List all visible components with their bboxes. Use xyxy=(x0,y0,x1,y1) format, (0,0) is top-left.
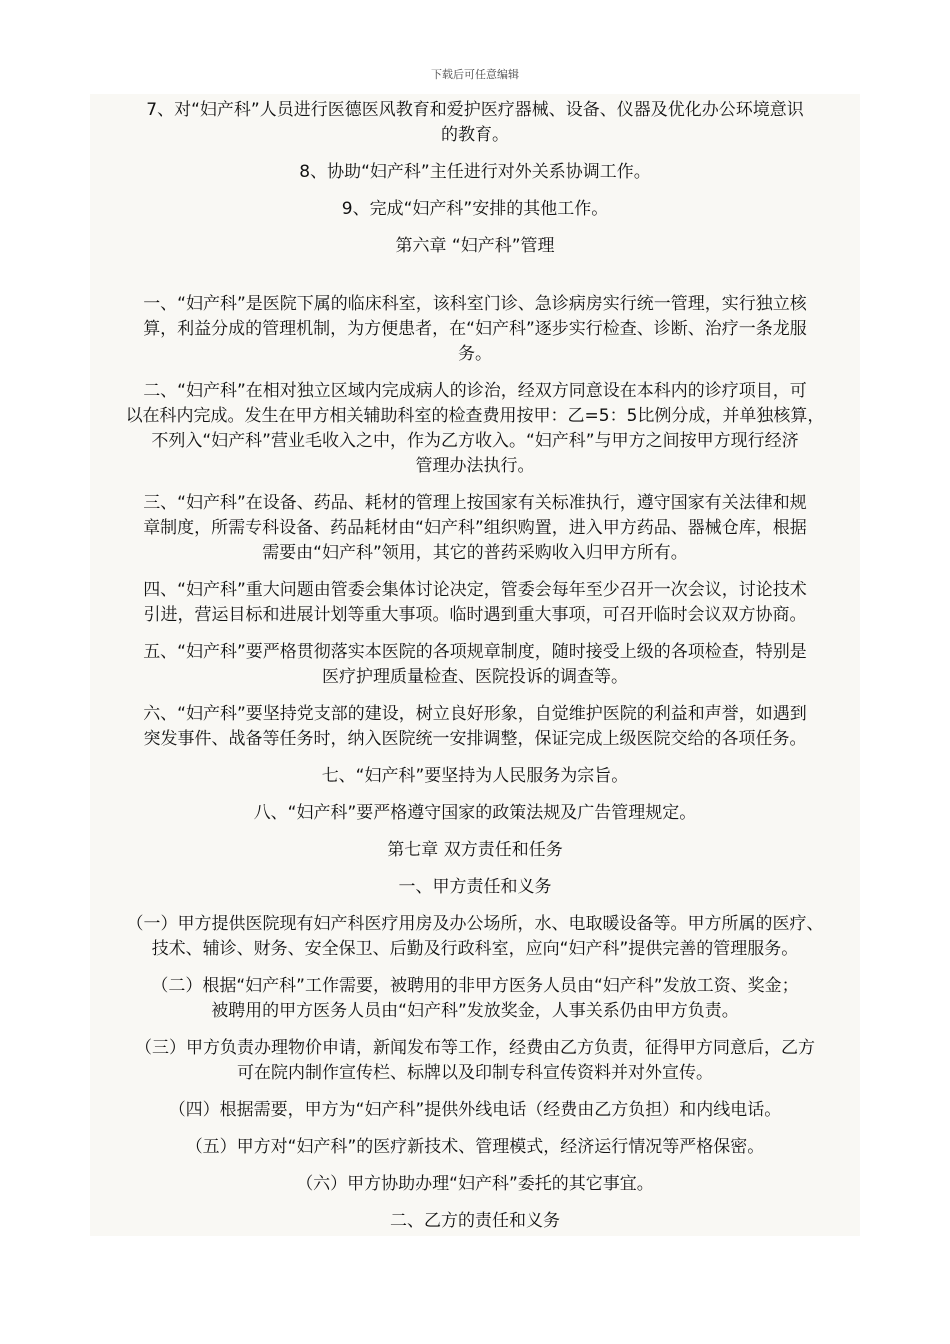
party-a-item-3: （三）甲方负责办理物价申请，新闻发布等工作，经费由乙方负责，征得甲方同意后，乙方 可在院内制作宣传栏、标牌以及印制专科宣传资料并对外宣传。 xyxy=(135,1038,815,1083)
party-a-item-1: （一）甲方提供医院现有妇产科医疗用房及办公场所，水、电取暖设备等。甲方所属的医疗、 技术、辅诊、财务、安全保卫、后勤及行政科室，应向“妇产科”提供完善的管理服务。 xyxy=(126,914,824,959)
paragraph-item-8: 8、协助“妇产科”主任进行对外关系协调工作。 xyxy=(299,162,651,182)
party-a-item-6: （六）甲方协助办理“妇产科”委托的其它事宜。 xyxy=(296,1174,654,1194)
document-body xyxy=(90,94,860,1236)
section-5: 五、“妇产科”要严格贯彻落实本医院的各项规章制度，随时接受上级的各项检查，特别是 医疗护理质量检查、医院投诉的调查等。 xyxy=(143,642,807,687)
party-a-item-5: （五）甲方对“妇产科”的医疗新技术、管理模式，经济运行情况等严格保密。 xyxy=(185,1137,765,1157)
party-b-heading: 二、乙方的责任和义务 xyxy=(390,1211,560,1231)
paragraph-item-9: 9、完成“妇产科”安排的其他工作。 xyxy=(341,199,609,219)
party-a-item-4: （四）根据需要，甲方为“妇产科”提供外线电话（经费由乙方负担）和内线电话。 xyxy=(168,1100,782,1120)
section-7: 七、“妇产科”要坚持为人民服务为宗旨。 xyxy=(321,766,629,786)
paragraph-item-7: 7、对“妇产科”人员进行医德医风教育和爱护医疗器械、设备、仪器及优化办公环境意识 的教育。 xyxy=(146,100,804,145)
section-3: 三、“妇产科”在设备、药品、耗材的管理上按国家有关标准执行，遵守国家有关法律和规 章制度，所需专科设备、药品耗材由“妇产科”组织购置，进入甲方药品、器械仓库，根据 需要由“妇产科”领用，其它的普药采购收入归甲方所有。 xyxy=(143,493,807,563)
party-a-item-2: （二）根据“妇产科”工作需要，被聘用的非甲方医务人员由“妇产科”发放工资、奖金； 被聘用的甲方医务人员由“妇产科”发放奖金，人事关系仍由甲方负责。 xyxy=(151,976,799,1021)
download-note: 下载后可任意编辑 xyxy=(431,68,519,81)
chapter-6-heading: 第六章 “妇产科”管理 xyxy=(395,236,555,256)
section-1: 一、“妇产科”是医院下属的临床科室，该科室门诊、急诊病房实行统一管理，实行独立核 算，利益分成的管理机制，为方便患者，在“妇产科”逐步实行检查、诊断、治疗一条龙服 务。 xyxy=(143,294,807,364)
section-4: 四、“妇产科”重大问题由管委会集体讨论决定，管委会每年至少召开一次会议，讨论技术 引进，营运目标和进展计划等重大事项。临时遇到重大事项，可召开临时会议双方协商。 xyxy=(143,580,807,625)
section-2: 二、“妇产科”在相对独立区域内完成病人的诊治，经双方同意设在本科内的诊疗项目，可 以在科内完成。发生在甲方相关辅助科室的检查费用按甲：乙=5：5比例分成，并单独核算， 不列入“妇产科”营业毛收入之中，作为乙方收入。“妇产科”与甲方之间按甲方现行经济 管理办法执行。 xyxy=(125,381,825,476)
party-a-heading: 一、甲方责任和义务 xyxy=(398,877,552,897)
section-6: 六、“妇产科”要坚持党支部的建设，树立良好形象，自觉维护医院的利益和声誉，如遇到 突发事件、战备等任务时，纳入医院统一安排调整，保证完成上级医院交给的各项任务。 xyxy=(143,704,807,749)
section-8: 八、“妇产科”要严格遵守国家的政策法规及广告管理规定。 xyxy=(253,803,697,823)
chapter-7-heading: 第七章 双方责任和任务 xyxy=(387,840,563,860)
